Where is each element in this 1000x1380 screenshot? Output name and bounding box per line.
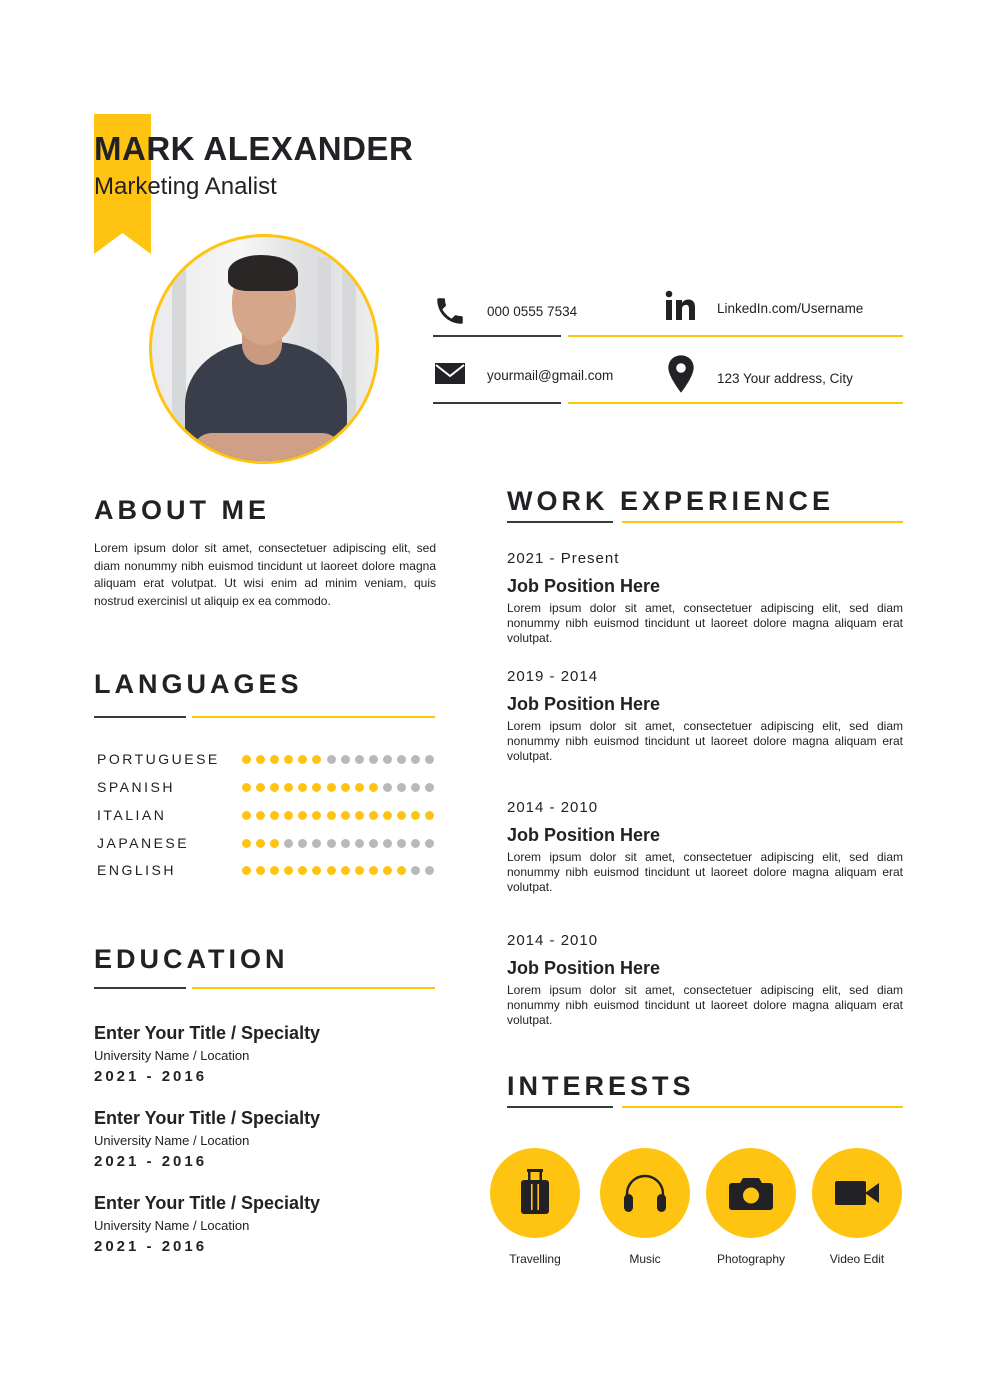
language-level — [242, 866, 434, 875]
divider — [192, 716, 435, 718]
level-dot-filled — [355, 866, 364, 875]
phone-number: 000 0555 7534 — [487, 304, 578, 319]
level-dot-filled — [256, 866, 265, 875]
level-dot-empty — [425, 866, 434, 875]
profile-photo — [149, 234, 379, 464]
level-dot-filled — [270, 866, 279, 875]
divider — [507, 521, 613, 523]
interest-music — [600, 1148, 690, 1266]
level-dot-filled — [425, 811, 434, 820]
level-dot-filled — [284, 811, 293, 820]
level-dot-filled — [312, 755, 321, 764]
divider — [622, 521, 903, 523]
divider — [192, 987, 435, 989]
level-dot-empty — [312, 839, 321, 848]
interests-heading: INTERESTS — [507, 1071, 695, 1101]
level-dot-empty — [383, 839, 392, 848]
location-pin-icon — [664, 354, 698, 394]
interest-video-edit — [812, 1148, 902, 1266]
level-dot-filled — [369, 811, 378, 820]
interest-travelling — [490, 1148, 580, 1266]
education-title: Enter Your Title / Specialty — [94, 1023, 321, 1043]
level-dot-filled — [369, 866, 378, 875]
level-dot-empty — [383, 755, 392, 764]
linkedin-icon — [664, 290, 698, 324]
education-years: 2021 - 2016 — [94, 1068, 208, 1085]
level-dot-filled — [397, 811, 406, 820]
level-dot-filled — [341, 811, 350, 820]
level-dot-empty — [411, 783, 420, 792]
level-dot-filled — [270, 839, 279, 848]
level-dot-filled — [397, 866, 406, 875]
language-level — [242, 783, 434, 792]
interest-photography — [706, 1148, 796, 1266]
level-dot-filled — [341, 866, 350, 875]
level-dot-filled — [270, 811, 279, 820]
language-row — [97, 835, 434, 851]
work-experience-heading: WORK EXPERIENCE — [507, 486, 835, 516]
full-name: MARK ALEXANDER — [94, 130, 414, 167]
interest-label: Travelling — [509, 1252, 561, 1266]
level-dot-filled — [242, 866, 251, 875]
level-dot-filled — [298, 755, 307, 764]
level-dot-empty — [298, 839, 307, 848]
level-dot-empty — [425, 783, 434, 792]
level-dot-empty — [284, 839, 293, 848]
level-dot-empty — [369, 839, 378, 848]
language-name: SPANISH — [97, 779, 175, 795]
level-dot-filled — [284, 755, 293, 764]
level-dot-empty — [341, 839, 350, 848]
level-dot-empty — [397, 839, 406, 848]
divider — [433, 335, 561, 337]
education-school: University Name / Location — [94, 1048, 250, 1063]
level-dot-filled — [383, 811, 392, 820]
level-dot-empty — [355, 755, 364, 764]
level-dot-empty — [341, 755, 350, 764]
level-dot-empty — [411, 866, 420, 875]
envelope-icon — [433, 357, 467, 391]
level-dot-filled — [256, 783, 265, 792]
level-dot-empty — [397, 783, 406, 792]
level-dot-filled — [411, 811, 420, 820]
level-dot-filled — [383, 866, 392, 875]
interest-label: Photography — [716, 1252, 786, 1266]
divider — [568, 335, 903, 337]
language-name: JAPANESE — [97, 835, 190, 851]
job-description: Lorem ipsum dolor sit amet, consectetuer adipiscing elit, sed diam nonummy nibh euismod tincidunt ut laoreet dolore magna aliquam erat volutpat. — [507, 850, 903, 894]
language-level — [242, 755, 434, 764]
level-dot-empty — [411, 839, 420, 848]
level-dot-filled — [327, 866, 336, 875]
languages-heading: LANGUAGES — [94, 669, 303, 699]
level-dot-empty — [425, 839, 434, 848]
level-dot-filled — [256, 839, 265, 848]
education-title: Enter Your Title / Specialty — [94, 1193, 321, 1213]
level-dot-filled — [242, 755, 251, 764]
address: 123 Your address, City — [717, 371, 853, 386]
about-text: Lorem ipsum dolor sit amet, consectetuer adipiscing elit, sed diam nonummy nibh euismod tincidunt ut laoreet dolore magna aliquam erat volutpat. Ut wisi enim ad minim veniam, quis nostrud exercinisl ut aliquip ex ea commodo. — [94, 541, 436, 608]
level-dot-empty — [411, 755, 420, 764]
interest-icon-circle — [490, 1148, 580, 1238]
education-years: 2021 - 2016 — [94, 1153, 208, 1170]
job-role: Marketing Analist — [94, 173, 277, 200]
level-dot-filled — [270, 755, 279, 764]
job-years: 2019 - 2014 — [507, 668, 599, 685]
level-dot-filled — [284, 866, 293, 875]
job-years: 2014 - 2010 — [507, 799, 599, 816]
job-description: Lorem ipsum dolor sit amet, consectetuer adipiscing elit, sed diam nonummy nibh euismod tincidunt ut laoreet dolore magna aliquam erat volutpat. — [507, 983, 903, 1027]
education-years: 2021 - 2016 — [94, 1238, 208, 1255]
level-dot-filled — [284, 783, 293, 792]
job-years: 2014 - 2010 — [507, 932, 599, 949]
divider — [622, 1106, 903, 1108]
level-dot-filled — [327, 811, 336, 820]
level-dot-empty — [355, 839, 364, 848]
divider — [433, 402, 561, 404]
language-level — [242, 839, 434, 848]
language-row — [97, 751, 434, 767]
level-dot-filled — [242, 783, 251, 792]
job-title: Job Position Here — [507, 576, 661, 596]
language-row — [97, 807, 434, 823]
level-dot-filled — [327, 783, 336, 792]
suitcase-icon — [517, 1168, 553, 1218]
level-dot-empty — [327, 755, 336, 764]
divider — [568, 402, 903, 404]
education-school: University Name / Location — [94, 1133, 250, 1148]
level-dot-filled — [256, 755, 265, 764]
email-address: yourmail@gmail.com — [487, 368, 614, 383]
level-dot-filled — [242, 839, 251, 848]
level-dot-filled — [369, 783, 378, 792]
level-dot-filled — [298, 866, 307, 875]
job-title: Job Position Here — [507, 694, 661, 714]
camera-icon — [728, 1174, 774, 1212]
education-title: Enter Your Title / Specialty — [94, 1108, 321, 1128]
divider — [94, 987, 186, 989]
level-dot-filled — [312, 866, 321, 875]
interest-label: Music — [629, 1252, 661, 1266]
headphones-icon — [622, 1172, 668, 1214]
interest-icon-circle — [812, 1148, 902, 1238]
interest-label: Video Edit — [829, 1252, 885, 1266]
job-description: Lorem ipsum dolor sit amet, consectetuer adipiscing elit, sed diam nonummy nibh euismod tincidunt ut laoreet dolore magna aliquam erat volutpat. — [507, 719, 903, 763]
job-title: Job Position Here — [507, 825, 661, 845]
level-dot-filled — [312, 811, 321, 820]
language-row — [97, 779, 434, 795]
level-dot-filled — [298, 811, 307, 820]
level-dot-filled — [270, 783, 279, 792]
level-dot-empty — [383, 783, 392, 792]
level-dot-filled — [312, 783, 321, 792]
phone-icon — [433, 294, 467, 328]
interest-icon-circle — [706, 1148, 796, 1238]
about-heading: ABOUT ME — [94, 495, 270, 525]
level-dot-empty — [327, 839, 336, 848]
level-dot-filled — [298, 783, 307, 792]
level-dot-empty — [397, 755, 406, 764]
interest-icon-circle — [600, 1148, 690, 1238]
level-dot-filled — [256, 811, 265, 820]
level-dot-filled — [355, 783, 364, 792]
video-camera-icon — [834, 1178, 880, 1208]
job-description: Lorem ipsum dolor sit amet, consectetuer adipiscing elit, sed diam nonummy nibh euismod tincidunt ut laoreet dolore magna aliquam erat volutpat. — [507, 601, 903, 645]
language-name: ITALIAN — [97, 807, 167, 823]
job-years: 2021 - Present — [507, 550, 620, 567]
divider — [507, 1106, 613, 1108]
language-name: PORTUGUESE — [97, 751, 220, 767]
divider — [94, 716, 186, 718]
level-dot-empty — [369, 755, 378, 764]
education-heading: EDUCATION — [94, 944, 289, 974]
level-dot-filled — [355, 811, 364, 820]
language-level — [242, 811, 434, 820]
level-dot-empty — [425, 755, 434, 764]
level-dot-filled — [341, 783, 350, 792]
education-school: University Name / Location — [94, 1218, 250, 1233]
language-row — [97, 862, 434, 878]
level-dot-filled — [242, 811, 251, 820]
linkedin-url: LinkedIn.com/Username — [717, 301, 864, 316]
job-title: Job Position Here — [507, 958, 661, 978]
language-name: ENGLISH — [97, 862, 176, 878]
